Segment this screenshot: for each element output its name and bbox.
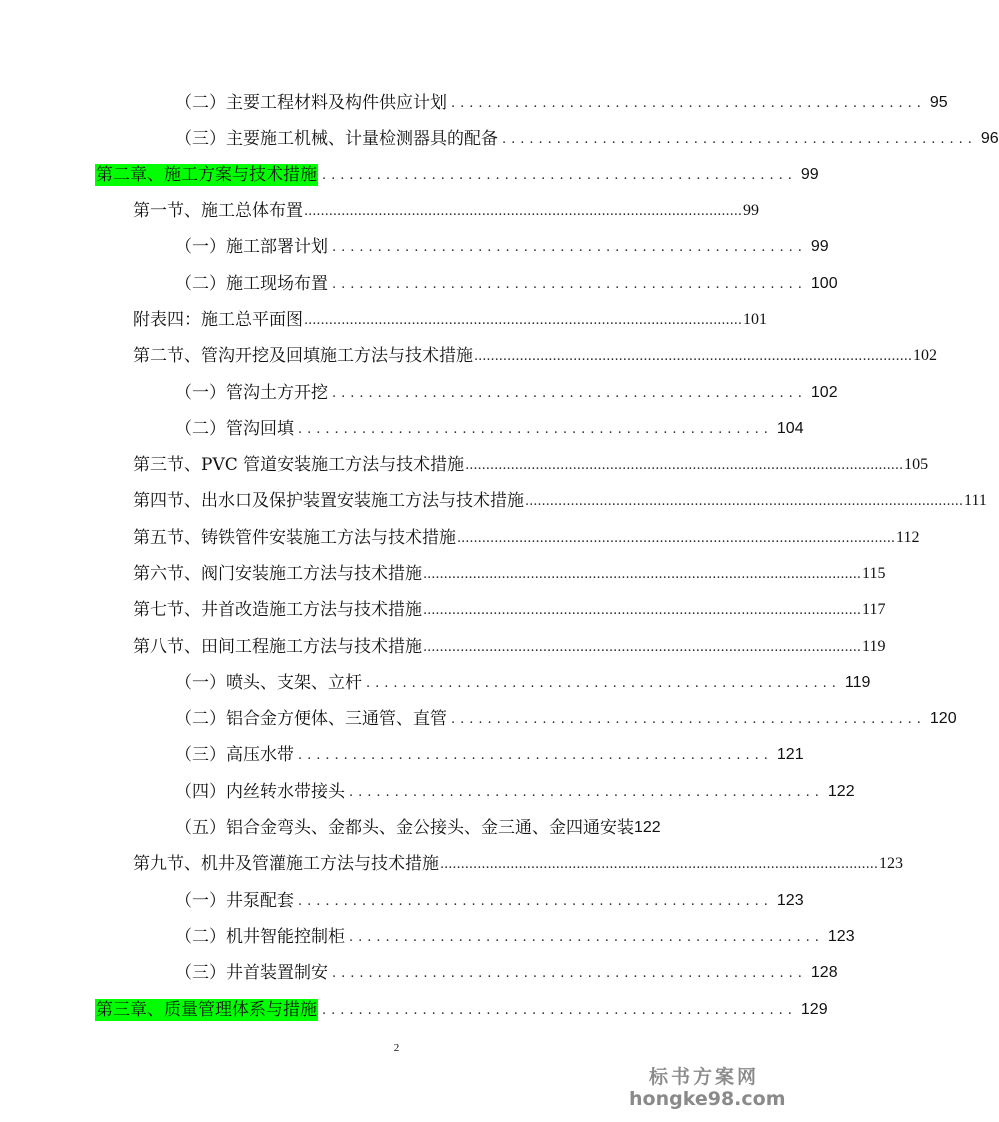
toc-section-title: 第九节、机井及管灌施工方法与技术措施 bbox=[133, 854, 439, 874]
toc-item-title: （三）主要施工机械、计量检测器具的配备 bbox=[175, 129, 498, 149]
toc-item-title: （一）喷头、支架、立杆 bbox=[175, 673, 362, 693]
toc-section-title: 第二节、管沟开挖及回填施工方法与技术措施 bbox=[133, 346, 473, 366]
toc-page-number: 121 bbox=[776, 746, 804, 763]
toc-section[interactable] bbox=[133, 847, 904, 875]
dot-leader: .......................................................................................................... bbox=[304, 204, 743, 219]
toc-page-number: 104 bbox=[776, 420, 804, 437]
toc-page-number: 120 bbox=[929, 710, 957, 727]
toc-item-title: （二）主要工程材料及构件供应计划 bbox=[175, 93, 447, 113]
toc-section[interactable] bbox=[133, 194, 760, 222]
toc-page-number: 122 bbox=[634, 819, 661, 836]
dot-leader: .......................................................................................................... bbox=[304, 313, 743, 328]
toc-page-number: 99 bbox=[743, 202, 760, 219]
toc-page-number: 119 bbox=[844, 674, 871, 691]
toc-page-number: 105 bbox=[904, 456, 929, 473]
toc-section-title: 第一节、施工总体布置 bbox=[133, 201, 303, 221]
dot-leader: .......................................................................................................... bbox=[440, 857, 879, 872]
toc-page-number: 123 bbox=[776, 892, 804, 909]
watermark-site-name: 标书方案网 bbox=[648, 1066, 759, 1088]
dot-leader: .......................................................................................................... bbox=[457, 531, 896, 546]
toc-page-number: 129 bbox=[800, 1001, 828, 1018]
toc-chapter-title: 第三章、质量管理体系与措施 bbox=[96, 1000, 317, 1020]
dot-leader: .................................................... bbox=[349, 785, 824, 800]
toc-section[interactable] bbox=[133, 339, 938, 367]
dot-leader: .................................................... bbox=[298, 422, 773, 437]
watermark bbox=[629, 1066, 786, 1110]
dot-leader: .................................................... bbox=[332, 240, 807, 255]
toc-item[interactable] bbox=[175, 376, 838, 404]
dot-leader: .................................................... bbox=[349, 930, 824, 945]
toc-page-number: 112 bbox=[896, 529, 920, 546]
toc-item-title: （二）管沟回填 bbox=[175, 419, 294, 439]
toc-item-title: （五）铝合金弯头、金都头、金公接头、金三通、金四通安装 bbox=[175, 818, 634, 838]
toc-page-number: 123 bbox=[879, 855, 904, 872]
dot-leader: .................................................... bbox=[451, 96, 926, 111]
toc-section-title: 附表四：施工总平面图 bbox=[133, 310, 303, 330]
page-number: 2 bbox=[393, 1042, 400, 1054]
dot-leader: .................................................... bbox=[322, 1003, 797, 1018]
toc-item[interactable] bbox=[175, 666, 871, 694]
toc-item[interactable] bbox=[175, 702, 957, 730]
toc-item-title: （二）机井智能控制柜 bbox=[175, 927, 345, 947]
dot-leader: .................................................... bbox=[332, 386, 807, 401]
dot-leader: .................................................... bbox=[502, 132, 977, 147]
toc-item[interactable] bbox=[175, 920, 855, 948]
dot-leader: .......................................................................................................... bbox=[423, 640, 862, 655]
dot-leader: .......................................................................................................... bbox=[423, 567, 862, 582]
toc-page-number: 115 bbox=[862, 565, 886, 582]
toc-section-title: 第七节、井首改造施工方法与技术措施 bbox=[133, 600, 422, 620]
toc-item-title: （三）井首装置制安 bbox=[175, 963, 328, 983]
toc-section[interactable] bbox=[133, 593, 886, 621]
toc-section[interactable] bbox=[133, 448, 929, 476]
toc-page-number: 96 bbox=[980, 130, 999, 147]
dot-leader: .......................................................................................................... bbox=[525, 494, 964, 509]
toc-item[interactable] bbox=[175, 86, 948, 114]
dot-leader: .................................................... bbox=[298, 894, 773, 909]
dot-leader: .......................................................................................................... bbox=[423, 603, 862, 618]
toc-page-number: 102 bbox=[913, 347, 938, 364]
toc-chapter-title: 第二章、施工方案与技术措施 bbox=[96, 165, 317, 185]
toc-section-title: 第四节、出水口及保护装置安装施工方法与技术措施 bbox=[133, 491, 524, 511]
toc-item-title: （四）内丝转水带接头 bbox=[175, 782, 345, 802]
toc-section[interactable] bbox=[133, 303, 768, 331]
dot-leader: .................................................... bbox=[322, 168, 797, 183]
dot-leader: .......................................................................................................... bbox=[474, 349, 913, 364]
toc-item[interactable] bbox=[175, 811, 702, 839]
toc-page-number: 99 bbox=[800, 166, 819, 183]
toc-section-title: 第八节、田间工程施工方法与技术措施 bbox=[133, 637, 422, 657]
toc-item[interactable] bbox=[175, 956, 838, 984]
toc-page-number: 102 bbox=[810, 384, 838, 401]
toc-item[interactable] bbox=[175, 122, 999, 150]
toc-item-title: （一）施工部署计划 bbox=[175, 237, 328, 257]
toc-item[interactable] bbox=[175, 738, 804, 766]
toc-page-number: 101 bbox=[743, 311, 768, 328]
toc-item[interactable] bbox=[175, 775, 855, 803]
toc-page-number: 128 bbox=[810, 964, 838, 981]
toc-page-number: 111 bbox=[964, 492, 987, 509]
toc-page-number: 100 bbox=[810, 275, 838, 292]
dot-leader: .................................................... bbox=[332, 966, 807, 981]
toc-section[interactable] bbox=[133, 521, 920, 549]
toc-item[interactable] bbox=[175, 884, 804, 912]
toc-section-title: 第三节、PVC 管道安装施工方法与技术措施 bbox=[133, 455, 465, 475]
dot-leader: .................................................... bbox=[298, 748, 773, 763]
dot-leader: .................................................... bbox=[366, 676, 841, 691]
toc-section-title: 第五节、铸铁管件安装施工方法与技术措施 bbox=[133, 528, 456, 548]
toc-chapter[interactable] bbox=[95, 993, 828, 1021]
watermark-url: hongke98.com bbox=[629, 1088, 786, 1110]
dot-leader: .......................................................................................................... bbox=[465, 458, 904, 473]
toc-page-number: 99 bbox=[810, 238, 829, 255]
toc-item[interactable] bbox=[175, 230, 829, 258]
toc-page-number: 119 bbox=[862, 638, 886, 655]
toc-item-title: （三）高压水带 bbox=[175, 745, 294, 765]
dot-leader: .................................................... bbox=[451, 712, 926, 727]
toc-page-number: 117 bbox=[862, 601, 886, 618]
toc-chapter[interactable] bbox=[95, 158, 819, 186]
toc-page-number: 95 bbox=[929, 94, 948, 111]
toc-item-title: （一）管沟土方开挖 bbox=[175, 383, 328, 403]
toc-section[interactable] bbox=[133, 484, 987, 512]
toc-item[interactable] bbox=[175, 412, 804, 440]
toc-section[interactable] bbox=[133, 557, 886, 585]
toc-item[interactable] bbox=[175, 267, 838, 295]
toc-section[interactable] bbox=[133, 630, 886, 658]
toc-item-title: （一）井泵配套 bbox=[175, 891, 294, 911]
toc-item-title: （二）铝合金方便体、三通管、直管 bbox=[175, 709, 447, 729]
toc-item-title: （二）施工现场布置 bbox=[175, 274, 328, 294]
toc-section-title: 第六节、阀门安装施工方法与技术措施 bbox=[133, 564, 422, 584]
toc-page-number: 123 bbox=[827, 928, 855, 945]
dot-leader: .................................................... bbox=[332, 277, 807, 292]
toc-page-number: 122 bbox=[827, 783, 855, 800]
